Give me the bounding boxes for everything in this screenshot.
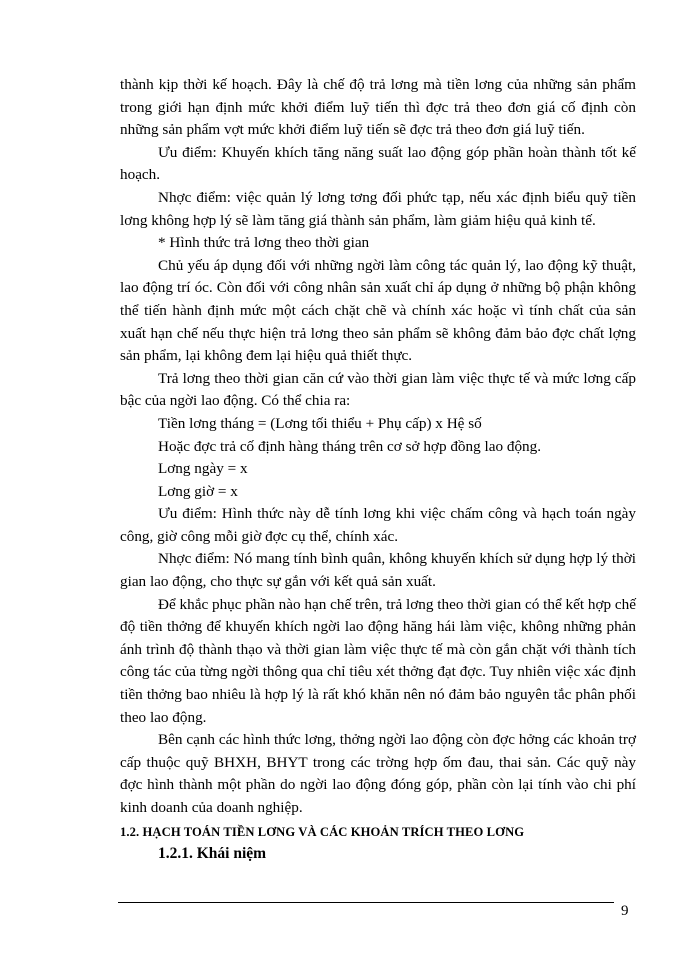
formula-hourly-wage: Lơng giờ = x [158,482,238,500]
formula-daily-wage: Lơng ngày = x [158,460,248,478]
paragraph-fixed-monthly: Hoặc đợc trả cố định hàng tháng trên cơ sở hợp đồng lao động. [158,437,542,455]
paragraph-continuation: thành kịp thời kế hoạch. Đây là chế độ trả lơng mà tiền lơng của những sản phẩm trong giới hạn định mức khởi điểm luỹ tiến thì đợc trả theo đơn giá cố định còn những sản phẩm vợt mức khởi điểm luỹ tiến sẽ đợc trả theo đơn giá luỹ tiến. [120,76,636,139]
body-text [120,74,636,866]
subsection-heading: 1.2.1. Khái niệm [158,845,267,863]
paragraph-time-wage-heading: * Hình thức trả lơng theo thời gian [158,234,370,252]
paragraph-bonus: Để khắc phục phần nào hạn chế trên, trả lơng theo thời gian có thể kết hợp chế độ tiền thởng để khuyến khích ngời lao động hăng hái làm việc, không những phản ánh trình độ thành thạo và thời gian làm việc thực tế mà còn gắn chặt với thành tích công tác của từng ngời thông qua chỉ tiêu xét thởng đạt đợc. Tuy nhiên việc xác định tiền thởng bao nhiêu là hợp lý là rất khó khăn nên nó đảm bảo nguyên tắc phân phối theo lao động. [120,595,636,726]
formula-monthly-wage: Tiền lơng tháng = (Lơng tối thiểu + Phụ cấp) x Hệ số [158,414,482,432]
paragraph-time-basis: Trả lơng theo thời gian căn cứ vào thời gian làm việc thực tế và mức lơng cấp bậc của ngời lao động. Có thể chia ra: [120,369,636,410]
paragraph-advantage: Ưu điểm: Khuyến khích tăng năng suất lao động góp phần hoàn thành tốt kế hoạch. [120,143,636,184]
page-number: 9 [621,903,629,919]
paragraph-allowances: Bên cạnh các hình thức lơng, thởng ngời lao động còn đợc hởng các khoản trợ cấp thuộc quỹ BHXH, BHYT trong các trờng hợp ốm đau, thai sản. Các quỹ này đợc hình thành một phần do ngời lao động đóng góp, phần còn lại tính vào chi phí kinh doanh của doanh nghiệp. [120,731,636,816]
paragraph-application: Chủ yếu áp dụng đối với những ngời làm công tác quản lý, lao động kỹ thuật, lao động trí óc. Còn đối với công nhân sản xuất chỉ áp dụng ở những bộ phận không thể tiến hành định mức một cách chặt chẽ và chính xác hoặc vì tính chất của sản xuất hạn chế nếu thực hiện trả lơng theo sản phẩm sẽ không đảm bảo đợc chất lợng sản phẩm, lại không đem lại hiệu quả thiết thực. [120,256,636,365]
paragraph-time-disadvantage: Nhợc điểm: Nó mang tính bình quân, không khuyến khích sử dụng hợp lý thời gian lao động, cho thực sự gắn với kết quả sản xuất. [120,550,636,591]
paragraph-disadvantage: Nhợc điểm: việc quản lý lơng tơng đối phức tạp, nếu xác định biểu quỹ tiền lơng không hợp lý sẽ làm tăng giá thành sản phẩm, làm giảm hiệu quả kinh tế. [120,188,636,229]
paragraph-time-advantage: Ưu điểm: Hình thức này dễ tính lơng khi việc chấm công và hạch toán ngày công, giờ công mỗi giờ đợc cụ thể, chính xác. [120,505,636,545]
footer-rule [118,902,614,903]
section-heading: 1.2. HẠCH TOÁN TIỀN LƠNG VÀ CÁC KHOẢN TRÍCH THEO LƠNG [120,824,525,839]
